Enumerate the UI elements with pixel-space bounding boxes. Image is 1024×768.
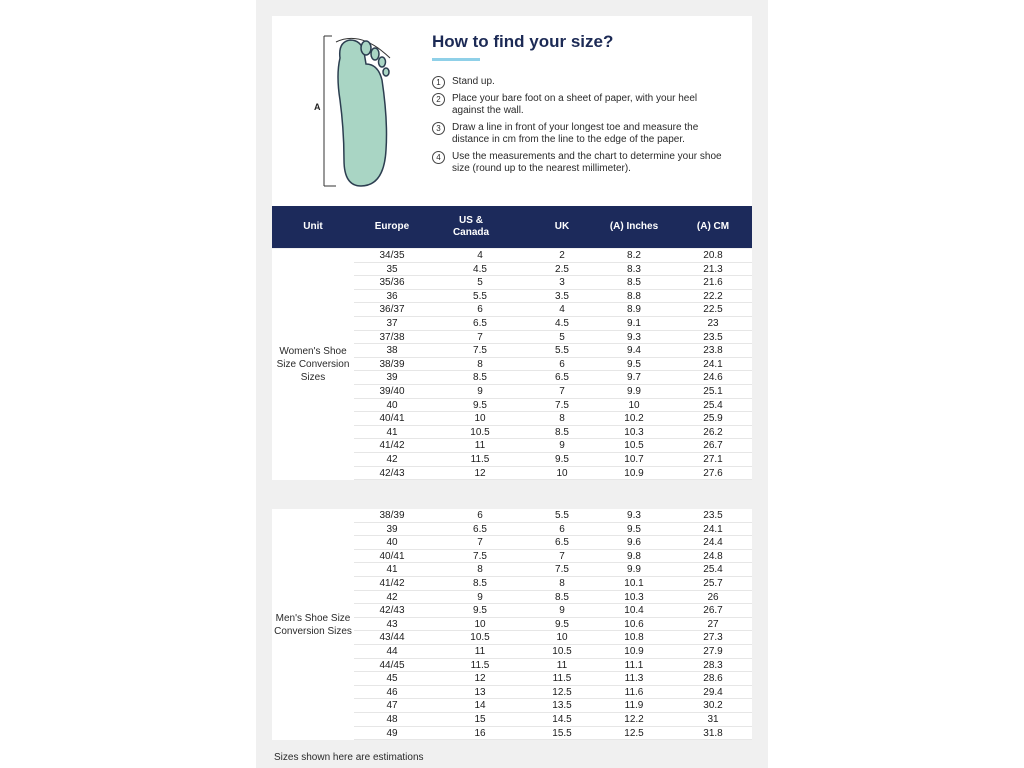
- women-rows: [354, 249, 752, 480]
- us-canada-cell: 8: [477, 564, 483, 576]
- uk-cell: 6: [559, 358, 565, 370]
- europe-cell: 39: [386, 523, 398, 535]
- europe-cell: 44: [386, 645, 398, 657]
- us-canada-cell: 10: [474, 413, 486, 425]
- europe-cell: 41/42: [379, 577, 405, 589]
- table-row: [354, 439, 752, 453]
- inches-cell: 10.5: [624, 440, 644, 452]
- cm-cell: 26.7: [703, 605, 723, 617]
- europe-cell: 43: [386, 618, 398, 630]
- header-inches: (A) Inches: [609, 221, 659, 232]
- us-canada-cell: 12: [474, 673, 486, 685]
- table-row: [354, 303, 752, 317]
- cm-cell: 23.8: [703, 345, 723, 357]
- table-row: [354, 563, 752, 577]
- cm-cell: 30.2: [703, 700, 723, 712]
- table-row: [354, 550, 752, 564]
- us-canada-cell: 9.5: [473, 399, 487, 411]
- uk-cell: 11.5: [552, 673, 572, 685]
- table-row: [354, 385, 752, 399]
- table-header: [272, 206, 752, 248]
- uk-cell: 2.5: [555, 263, 569, 275]
- inches-cell: 9.9: [627, 385, 641, 397]
- foot-diagram: [306, 30, 396, 190]
- women-size-section: [272, 249, 752, 480]
- title-underline: [432, 58, 480, 61]
- inches-cell: 10.9: [624, 467, 644, 479]
- cm-cell: 26.2: [703, 426, 723, 438]
- step-text: Use the measurements and the chart to determine your shoe size (round up to the nearest millimeter).: [452, 151, 722, 174]
- step-number: 4: [432, 151, 445, 164]
- table-row: [354, 604, 752, 618]
- us-canada-cell: 12: [474, 467, 486, 479]
- estimation-note: Sizes shown here are estimations: [274, 752, 424, 763]
- uk-cell: 10: [556, 467, 568, 479]
- inches-cell: 10.6: [624, 618, 644, 630]
- table-row: [354, 467, 752, 481]
- inches-cell: 10.1: [624, 577, 644, 589]
- cm-cell: 31.8: [703, 727, 723, 739]
- us-canada-cell: 5: [477, 277, 483, 289]
- step-text: Draw a line in front of your longest toe and measure the distance in cm from the line to the edge of the paper.: [452, 122, 699, 145]
- uk-cell: 8.5: [555, 591, 569, 603]
- inches-cell: 9.1: [627, 317, 641, 329]
- cm-cell: 21.3: [703, 263, 723, 275]
- europe-cell: 42/43: [379, 605, 405, 617]
- us-canada-cell: 10.5: [470, 426, 490, 438]
- inches-cell: 9.7: [627, 372, 641, 384]
- uk-cell: 7: [559, 385, 565, 397]
- table-row: [354, 591, 752, 605]
- inches-cell: 10.8: [624, 632, 644, 644]
- uk-cell: 5: [559, 331, 565, 343]
- table-row: [354, 577, 752, 591]
- inches-cell: 9.8: [627, 550, 641, 562]
- uk-cell: 9.5: [555, 453, 569, 465]
- cm-cell: 25.4: [703, 399, 723, 411]
- step-item: [432, 122, 732, 146]
- table-row: [354, 686, 752, 700]
- foot-length-label: A: [314, 102, 321, 112]
- inches-cell: 8.2: [627, 250, 641, 261]
- header-us-canada: US & Canada: [452, 215, 490, 238]
- cm-cell: 25.4: [703, 564, 723, 576]
- header-uk: UK: [554, 221, 570, 232]
- europe-cell: 42: [386, 591, 398, 603]
- europe-cell: 39: [386, 372, 398, 384]
- us-canada-cell: 15: [474, 713, 486, 725]
- inches-cell: 10.4: [624, 605, 644, 617]
- cm-cell: 24.1: [703, 358, 723, 370]
- europe-cell: 35/36: [379, 277, 405, 289]
- step-number: 2: [432, 93, 445, 106]
- header-unit: Unit: [303, 221, 323, 232]
- table-row: [354, 699, 752, 713]
- europe-cell: 37/38: [379, 331, 405, 343]
- cm-cell: 27: [707, 618, 719, 630]
- inches-cell: 12.5: [624, 727, 644, 739]
- us-canada-cell: 7.5: [473, 550, 487, 562]
- inches-cell: 8.5: [627, 277, 641, 289]
- inches-cell: 8.9: [627, 304, 641, 316]
- us-canada-cell: 8.5: [473, 577, 487, 589]
- us-canada-cell: 6: [477, 304, 483, 316]
- europe-cell: 47: [386, 700, 398, 712]
- us-canada-cell: 9: [477, 385, 483, 397]
- men-rows: [354, 509, 752, 740]
- cm-cell: 25.9: [703, 413, 723, 425]
- cm-cell: 22.2: [703, 290, 723, 302]
- uk-cell: 4: [559, 304, 565, 316]
- cm-cell: 24.8: [703, 550, 723, 562]
- europe-cell: 36/37: [379, 304, 405, 316]
- us-canada-cell: 16: [474, 727, 486, 739]
- cm-cell: 27.3: [703, 632, 723, 644]
- table-row: [354, 523, 752, 537]
- table-row: [354, 412, 752, 426]
- cm-cell: 25.7: [703, 577, 723, 589]
- us-canada-cell: 8: [477, 358, 483, 370]
- table-row: [354, 536, 752, 550]
- uk-cell: 8: [559, 577, 565, 589]
- europe-cell: 45: [386, 673, 398, 685]
- us-canada-cell: 5.5: [473, 290, 487, 302]
- header-europe: Europe: [374, 221, 410, 232]
- uk-cell: 12.5: [552, 686, 572, 698]
- europe-cell: 46: [386, 686, 398, 698]
- us-canada-cell: 6: [477, 510, 483, 521]
- inches-cell: 11.6: [624, 686, 644, 698]
- europe-cell: 34/35: [379, 250, 405, 261]
- cm-cell: 20.8: [703, 250, 723, 261]
- steps-list: [432, 76, 732, 180]
- uk-cell: 8.5: [555, 426, 569, 438]
- inches-cell: 10.3: [624, 426, 644, 438]
- us-canada-cell: 13: [474, 686, 486, 698]
- inches-cell: 9.4: [627, 345, 641, 357]
- us-canada-cell: 11.5: [470, 659, 490, 671]
- cm-cell: 27.6: [703, 467, 723, 479]
- uk-cell: 7: [559, 550, 565, 562]
- cm-cell: 28.6: [703, 673, 723, 685]
- us-canada-cell: 7.5: [473, 345, 487, 357]
- inches-cell: 10.9: [624, 645, 644, 657]
- cm-cell: 29.4: [703, 686, 723, 698]
- us-canada-cell: 11.5: [470, 453, 490, 465]
- europe-cell: 38: [386, 345, 398, 357]
- uk-cell: 5.5: [555, 345, 569, 357]
- europe-cell: 48: [386, 713, 398, 725]
- table-row: [354, 618, 752, 632]
- header-cm: (A) CM: [696, 221, 730, 232]
- us-canada-cell: 6.5: [473, 523, 487, 535]
- cm-cell: 27.1: [703, 453, 723, 465]
- uk-cell: 8: [559, 413, 565, 425]
- us-canada-cell: 10: [474, 618, 486, 630]
- step-item: [432, 76, 732, 88]
- uk-cell: 10: [556, 632, 568, 644]
- table-row: [354, 727, 752, 741]
- uk-cell: 14.5: [552, 713, 572, 725]
- step-number: 3: [432, 122, 445, 135]
- uk-cell: 10.5: [552, 645, 572, 657]
- uk-cell: 9: [559, 605, 565, 617]
- inches-cell: 10: [628, 399, 640, 411]
- table-row: [354, 331, 752, 345]
- europe-cell: 40/41: [379, 550, 405, 562]
- uk-cell: 11: [556, 659, 568, 671]
- europe-cell: 37: [386, 317, 398, 329]
- us-canada-cell: 6.5: [473, 317, 487, 329]
- women-section-label: Women's Shoe Size Conversion Sizes: [276, 346, 350, 383]
- cm-cell: 24.1: [703, 523, 723, 535]
- inches-cell: 9.3: [627, 510, 641, 521]
- inches-cell: 8.3: [627, 263, 641, 275]
- europe-cell: 40: [386, 537, 398, 549]
- cm-cell: 31: [707, 713, 719, 725]
- uk-cell: 4.5: [555, 317, 569, 329]
- inches-cell: 9.5: [627, 358, 641, 370]
- inches-cell: 10.7: [624, 453, 644, 465]
- cm-cell: 26.7: [703, 440, 723, 452]
- table-row: [354, 358, 752, 372]
- uk-cell: 9.5: [555, 618, 569, 630]
- step-item: [432, 151, 732, 175]
- us-canada-cell: 9: [477, 591, 483, 603]
- europe-cell: 40/41: [379, 413, 405, 425]
- inches-cell: 11.9: [624, 700, 644, 712]
- inches-cell: 11.1: [624, 659, 644, 671]
- inches-cell: 10.2: [624, 413, 644, 425]
- cm-cell: 27.9: [703, 645, 723, 657]
- step-number: 1: [432, 76, 445, 89]
- inches-cell: 10.3: [624, 591, 644, 603]
- table-row: [354, 317, 752, 331]
- europe-cell: 40: [386, 399, 398, 411]
- step-item: [432, 93, 732, 117]
- table-row: [354, 426, 752, 440]
- europe-cell: 38/39: [379, 510, 405, 521]
- table-row: [354, 631, 752, 645]
- cm-cell: 22.5: [703, 304, 723, 316]
- uk-cell: 9: [559, 440, 565, 452]
- inches-cell: 9.9: [627, 564, 641, 576]
- uk-cell: 7.5: [555, 564, 569, 576]
- inches-cell: 8.8: [627, 290, 641, 302]
- inches-cell: 11.3: [624, 673, 644, 685]
- us-canada-cell: 14: [474, 700, 486, 712]
- table-row: [354, 645, 752, 659]
- table-row: [354, 659, 752, 673]
- step-text: Place your bare foot on a sheet of paper, with your heel against the wall.: [452, 93, 698, 116]
- uk-cell: 3.5: [555, 290, 569, 302]
- us-canada-cell: 7: [477, 537, 483, 549]
- cm-cell: 21.6: [703, 277, 723, 289]
- europe-cell: 41: [386, 426, 398, 438]
- uk-cell: 15.5: [552, 727, 572, 739]
- cm-cell: 23.5: [703, 510, 723, 521]
- inches-cell: 9.5: [627, 523, 641, 535]
- table-row: [354, 344, 752, 358]
- cm-cell: 24.4: [703, 537, 723, 549]
- uk-cell: 6.5: [555, 372, 569, 384]
- uk-cell: 3: [559, 277, 565, 289]
- table-row: [354, 371, 752, 385]
- cm-cell: 23: [707, 317, 719, 329]
- europe-cell: 38/39: [379, 358, 405, 370]
- table-row: [354, 399, 752, 413]
- europe-cell: 44/45: [379, 659, 405, 671]
- inches-cell: 9.3: [627, 331, 641, 343]
- inches-cell: 9.6: [627, 537, 641, 549]
- inches-cell: 12.2: [624, 713, 644, 725]
- cm-cell: 28.3: [703, 659, 723, 671]
- cm-cell: 23.5: [703, 331, 723, 343]
- table-row: [354, 713, 752, 727]
- uk-cell: 2: [559, 250, 565, 261]
- table-row: [354, 276, 752, 290]
- uk-cell: 6.5: [555, 537, 569, 549]
- table-row: [354, 453, 752, 467]
- us-canada-cell: 8.5: [473, 372, 487, 384]
- europe-cell: 35: [386, 263, 398, 275]
- us-canada-cell: 4.5: [473, 263, 487, 275]
- table-row: [354, 290, 752, 304]
- cm-cell: 25.1: [703, 385, 723, 397]
- men-section-label: Men's Shoe Size Conversion Sizes: [274, 612, 352, 637]
- europe-cell: 43/44: [379, 632, 405, 644]
- europe-cell: 41: [386, 564, 398, 576]
- uk-cell: 13.5: [552, 700, 572, 712]
- us-canada-cell: 10.5: [470, 632, 490, 644]
- europe-cell: 49: [386, 727, 398, 739]
- europe-cell: 41/42: [379, 440, 405, 452]
- cm-cell: 24.6: [703, 372, 723, 384]
- uk-cell: 7.5: [555, 399, 569, 411]
- step-text: Stand up.: [452, 76, 495, 87]
- cm-cell: 26: [707, 591, 719, 603]
- table-row: [354, 672, 752, 686]
- us-canada-cell: 9.5: [473, 605, 487, 617]
- uk-cell: 6: [559, 523, 565, 535]
- us-canada-cell: 4: [477, 250, 483, 261]
- uk-cell: 5.5: [555, 510, 569, 521]
- table-row: [354, 509, 752, 523]
- europe-cell: 42: [386, 453, 398, 465]
- guide-title: How to find your size?: [432, 32, 614, 51]
- us-canada-cell: 7: [477, 331, 483, 343]
- europe-cell: 39/40: [379, 385, 405, 397]
- us-canada-cell: 11: [474, 645, 486, 657]
- europe-cell: 36: [386, 290, 398, 302]
- table-row: [354, 263, 752, 277]
- men-size-section: [272, 509, 752, 740]
- europe-cell: 42/43: [379, 467, 405, 479]
- us-canada-cell: 11: [474, 440, 486, 452]
- table-row: [354, 249, 752, 263]
